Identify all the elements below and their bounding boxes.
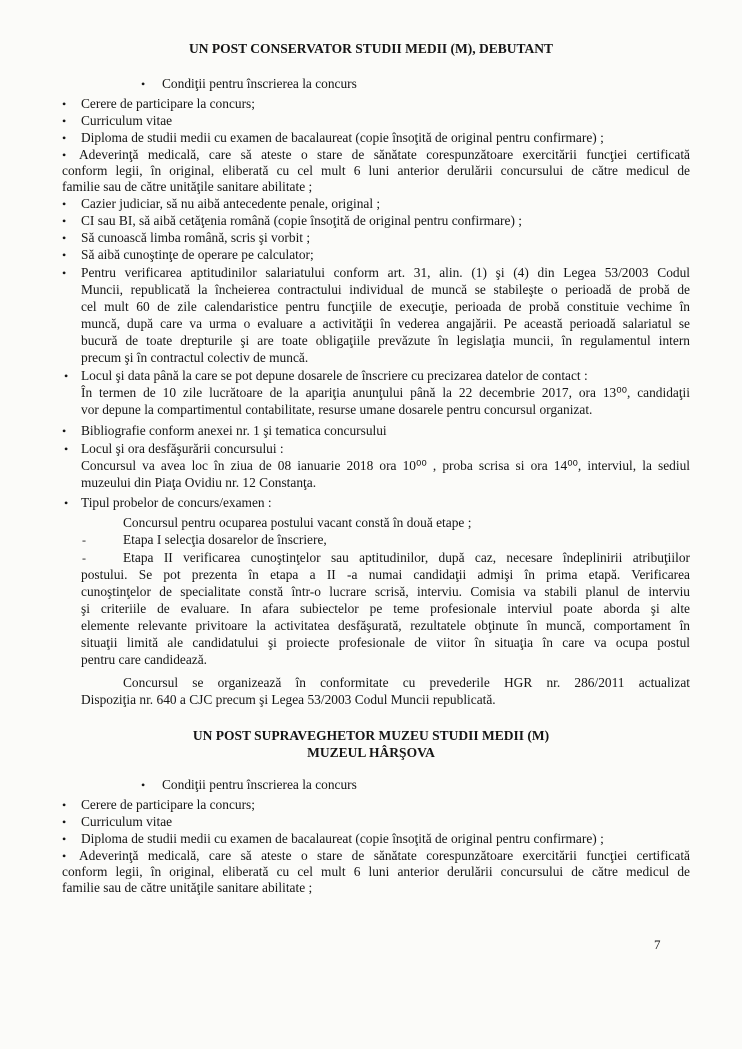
list-item: Diploma de studii medii cu examen de bacalaureat (copie însoţită de original pentru confirmare) ; xyxy=(81,130,604,145)
bullet-icon xyxy=(62,814,66,830)
list-item: Etapa II verificarea cunoştinţelor sau aptitudinilor, după caz, necesare îndeplinirii atribuţiilor xyxy=(123,550,690,565)
bullet-icon xyxy=(141,777,145,793)
bullet-icon xyxy=(62,423,66,439)
paragraph-line: muzeului din Piaţa Ovidiu nr. 12 Constanţa. xyxy=(81,475,317,490)
paragraph-line: precum şi în contractul colectiv de muncă. xyxy=(81,350,309,365)
bullet-icon xyxy=(62,797,66,813)
bullet-icon xyxy=(62,848,66,864)
list-item: Să aibă cunoştinţe de operare pe calculator; xyxy=(81,247,314,262)
paragraph-line: Dispoziţia nr. 640 a CJC precum şi Legea 53/2003 Codul Muncii republicată. xyxy=(81,692,496,707)
bullet-icon xyxy=(62,213,66,229)
bullet-icon xyxy=(62,831,66,847)
dash-icon xyxy=(82,532,86,548)
list-item: Locul şi data până la care se pot depune dosarele de înscriere cu precizarea datelor de contact : xyxy=(81,368,588,383)
cond-heading: Condiţii pentru înscrierea la concurs xyxy=(162,76,357,91)
page-number: 7 xyxy=(654,937,661,952)
list-item: Etapa I selecţia dosarelor de înscriere, xyxy=(123,532,327,547)
paragraph-line: postului. Se pot prezenta în etapa a II -a numai candidaţii admişi în prima etapă. Verificarea xyxy=(81,567,690,582)
paragraph-line: vor depune la compartimentul contabilitate, resurse umane dosarele pentru concursul organizat. xyxy=(81,402,593,417)
list-item: Să cunoască limba română, scris şi vorbit ; xyxy=(81,230,311,245)
paragraph-line: familie sau de către unităţile sanitare abilitate ; xyxy=(62,179,313,194)
bullet-icon xyxy=(62,196,66,212)
paragraph-line: situaţii limită ale candidatului şi proiecte profesionale de viitor în situaţia în care va ocupa postul xyxy=(81,635,690,650)
bullet-icon xyxy=(62,230,66,246)
list-item: Diploma de studii medii cu examen de bacalaureat (copie însoţită de original pentru confirmare) ; xyxy=(81,831,604,846)
paragraph-line: familie sau de către unităţile sanitare abilitate ; xyxy=(62,880,313,895)
paragraph-line: conform legii, în original, eliberată cu cel mult 6 luni anterior derulării concursului de către medicul de xyxy=(62,163,690,178)
list-item: Adeverinţă medicală, care să ateste o stare de sănătate corespunzătoare exercitării funcţiei certificată xyxy=(79,147,690,162)
paragraph-line: cunoştinţelor de specialitate constă într-o lucrare scrisă, interviu. Comisia va stabili planul de interviu xyxy=(81,584,690,599)
list-item: Cerere de participare la concurs; xyxy=(81,96,255,111)
paragraph-line: Muncii, republicată la încheierea contractului individual de muncă se stabileşte o perioadă de probă de xyxy=(81,282,690,297)
bullet-icon xyxy=(62,113,66,129)
list-item: Cerere de participare la concurs; xyxy=(81,797,255,812)
paragraph-line: şi criteriile de evaluare. In afara subiectelor pe teme profesionale interviul poate aborda şi alte xyxy=(81,601,690,616)
paragraph-line: Concursul pentru ocuparea postului vacant constă în două etape ; xyxy=(123,515,472,530)
section2-subtitle: MUZEUL HÂRŞOVA xyxy=(307,745,435,760)
paragraph-line: pentru care candidează. xyxy=(81,652,208,667)
bullet-icon xyxy=(62,247,66,263)
list-item: Tipul probelor de concurs/examen : xyxy=(81,495,272,510)
bullet-icon xyxy=(141,76,145,92)
bullet-icon xyxy=(62,147,66,163)
paragraph-line: muncă, după care va urma o evaluare a activităţii în vederea angajării. Pe această perioadă salariatul se xyxy=(81,316,690,331)
paragraph-line: bucură de toate drepturile şi are toate obligaţiile prevăzute în legislaţia muncii, în regulamentul intern xyxy=(81,333,690,348)
section1-title: UN POST CONSERVATOR STUDII MEDII (M), DEBUTANT xyxy=(189,41,553,56)
paragraph-line: cel mult 60 de zile calendaristice pentru funcţiile de execuţie, perioada de probă constituie vechime în xyxy=(81,299,690,314)
list-item: CI sau BI, să aibă cetăţenia română (copie însoţită de original pentru confirmare) ; xyxy=(81,213,522,228)
bullet-icon xyxy=(64,441,68,457)
list-item: Cazier judiciar, să nu aibă antecedente penale, original ; xyxy=(81,196,381,211)
paragraph-line: elemente relevante privitoare la activitatea desfăşurată, rezultatele obţinute în muncă, comportament în xyxy=(81,618,690,633)
bullet-icon xyxy=(62,96,66,112)
bullet-icon xyxy=(64,368,68,384)
bullet-icon xyxy=(62,265,66,281)
cond-heading: Condiţii pentru înscrierea la concurs xyxy=(162,777,357,792)
paragraph-line: În termen de 10 zile lucrătoare de la apariţia anunţului până la 22 decembrie 2017, ora 13⁰⁰, candidaţii xyxy=(81,385,690,400)
bullet-icon xyxy=(64,495,68,511)
list-item: Pentru verificarea aptitudinilor salariatului conform art. 31, alin. (1) şi (4) din Legea 53/2003 Codul xyxy=(81,265,690,280)
list-item: Curriculum vitae xyxy=(81,113,173,128)
list-item: Locul şi ora desfăşurării concursului : xyxy=(81,441,284,456)
section2-title: UN POST SUPRAVEGHETOR MUZEU STUDII MEDII (M) xyxy=(192,728,550,743)
list-item: Bibliografie conform anexei nr. 1 şi tematica concursului xyxy=(81,423,387,438)
paragraph-line: conform legii, în original, eliberată cu cel mult 6 luni anterior derulării concursului de către medicul de xyxy=(62,864,690,879)
bullet-icon xyxy=(62,130,66,146)
dash-icon xyxy=(82,550,86,566)
list-item: Adeverinţă medicală, care să ateste o stare de sănătate corespunzătoare exercitării funcţiei certificată xyxy=(79,848,690,863)
list-item: Curriculum vitae xyxy=(81,814,173,829)
paragraph-line: Concursul se organizează în conformitate cu prevederile HGR nr. 286/2011 actualizat xyxy=(123,675,690,690)
paragraph-line: Concursul va avea loc în ziua de 08 ianuarie 2018 ora 10⁰⁰ , proba scrisa si ora 14⁰⁰, interviul, la sediul xyxy=(81,458,690,473)
